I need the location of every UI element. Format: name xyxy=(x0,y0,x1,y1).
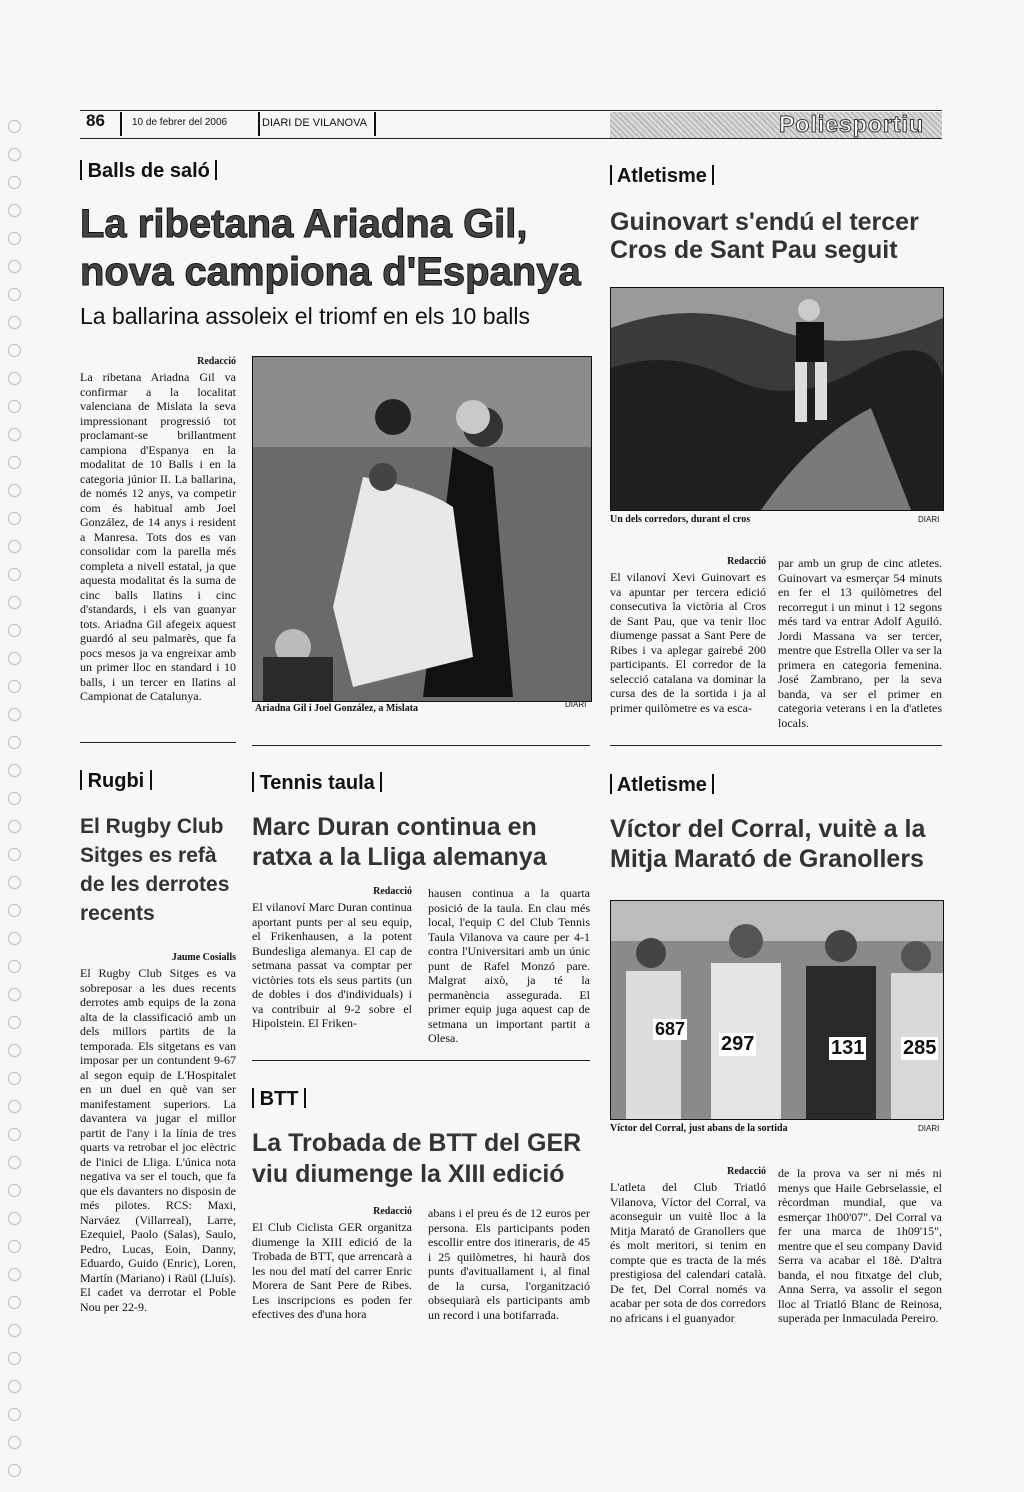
binder-hole xyxy=(8,512,21,525)
byline: Redacció xyxy=(727,556,766,567)
section-label xyxy=(610,774,714,797)
cross-race-photo-image xyxy=(611,288,943,510)
byline: Jaume Cosialls xyxy=(171,952,236,963)
section-bar xyxy=(712,774,714,794)
headline-line: viu diumenge la XIII edició xyxy=(252,1160,565,1188)
binder-hole xyxy=(8,848,21,861)
article-body-col1: L'atleta del Club Triatló Vilanova, Víctor del Corral, va aconseguir un vuitè lloc a la Mitja Marató de Granollers que és molt meritori, si tenim en compte que es tracta de la més prestigiosa del calendari català. De fet, Del Corral només va acabar per sota de dos corredors no africans i el guanyador xyxy=(610,1180,766,1325)
binder-hole xyxy=(8,708,21,721)
binder-hole xyxy=(8,1436,21,1449)
column-rule xyxy=(610,745,942,746)
runners-photo xyxy=(610,900,944,1120)
section-bar xyxy=(610,165,612,185)
column-rule xyxy=(80,742,236,743)
section-bar xyxy=(252,1088,254,1108)
binder-hole xyxy=(8,120,21,133)
header-divider xyxy=(258,112,260,136)
header-divider xyxy=(374,112,376,136)
binder-hole xyxy=(8,960,21,973)
binder-hole xyxy=(8,1100,21,1113)
headline xyxy=(252,812,597,872)
headline-line: Mitja Marató de Granollers xyxy=(610,845,924,873)
section-label xyxy=(80,160,217,183)
headline-line: de les derrotes xyxy=(80,873,230,896)
section-label xyxy=(252,772,382,795)
section-label-text: BTT xyxy=(259,1088,299,1110)
byline: Redacció xyxy=(727,1166,766,1177)
binder-hole xyxy=(8,680,21,693)
header-divider xyxy=(120,112,122,136)
section-bar xyxy=(252,772,254,792)
binder-hole xyxy=(8,652,21,665)
binder-hole xyxy=(8,232,21,245)
binder-hole xyxy=(8,484,21,497)
headline-line: El Rugby Club xyxy=(80,815,224,838)
binder-hole xyxy=(8,148,21,161)
article-body-col2: hausen continua a la quarta posició de la taula. En clau més local, l'equip C del Club Tennis Taula Vilanova va caure per 4-1 contra l'Universitari amb un únic punt de Rafel Monzó pare. Malgrat això, ja té la permanència assegurada. El primer equip juga aquest cap de setmana un important partit a Olesa. xyxy=(428,886,590,1045)
article-body-col2: de la prova va ser ni més ni menys que Haile Gebrselassie, el rècordman mundial, que va esmerçar 1h00'07". Del Corral va fer una marca de 1h09'15", mentre que el seu company David Serra va acabar el 18è. D'altra banda, el nou fitxatge del club, Anna Serra, va assolir el segon lloc al Triatló Blanc de Reinosa, superada per Inmaculada Pereiro. xyxy=(778,1166,942,1325)
section-label-text: Atletisme xyxy=(616,774,707,796)
binder-hole xyxy=(8,344,21,357)
section-label-text: Atletisme xyxy=(616,165,707,187)
race-bib: 687 xyxy=(655,1019,686,1039)
column-rule xyxy=(252,1060,590,1061)
photo-caption: Víctor del Corral, just abans de la sortida xyxy=(610,1123,788,1134)
binder-hole xyxy=(8,624,21,637)
binder-hole xyxy=(8,736,21,749)
section-bar xyxy=(150,770,152,790)
section-label xyxy=(80,770,152,793)
section-bar xyxy=(304,1088,306,1108)
article-body: La ribetana Ariadna Gil va confirmar a la localitat valenciana de Mislata la seva impressionant progressió tot proclamant-se brillantment campiona d'Espanya en la modalitat de 10 Balls i en la categoria júnior II. La ballarina, de només 12 anys, va competir com és habitual amb Joel González, de 14 anys i resident a Manresa. Tots dos es van consolidar com la parella més completa a nivell estatal, ja que aquesta modalitat és la suma de cinc balls llatins i cinc d'standards, i els van guanyar tots. Ariadna Gil afegeix aquest guardó al seu palmarès, que fa pocs mesos ja va engreixar amb un primer lloc en standard i 10 balls, i un tercer en llatins al Campionat de Catalunya. xyxy=(80,370,236,703)
section-label-text: Tennis taula xyxy=(259,772,375,794)
binder-hole xyxy=(8,428,21,441)
section-label xyxy=(252,1088,306,1111)
headline-line: Marc Duran continua en xyxy=(252,813,537,841)
photo-credit: DIARI xyxy=(918,515,940,524)
race-bib: 131 xyxy=(831,1037,865,1059)
binder-hole xyxy=(8,1184,21,1197)
issue-date: 10 de febrer del 2006 xyxy=(132,117,228,128)
binder-hole xyxy=(8,1016,21,1029)
headline-line: Sitges es refà xyxy=(80,844,217,867)
newspaper-name: DIARI DE VILANOVA xyxy=(262,117,367,129)
section-bar xyxy=(80,770,82,790)
article-body-col1: El Club Ciclista GER organitza diumenge la XIII edició de la Trobada de BTT, que arrencarà a les nou del matí del carrer Enric Morera de Sant Pere de Ribes. Les inscripcions es poden fer efectives des d'una hora xyxy=(252,1220,412,1321)
column-rule xyxy=(252,745,590,746)
binder-hole xyxy=(8,764,21,777)
headline xyxy=(610,208,945,264)
section-label xyxy=(610,165,714,188)
binder-hole xyxy=(8,1128,21,1141)
binder-hole xyxy=(8,400,21,413)
binder-holes xyxy=(8,120,28,1492)
article-body: El Rugby Club Sitges es va sobreposar a les dues recents derrotes amb equips de la zona alta de la classificació amb un dels millors partits de la temporada. Els sitgetans es van imposar per un contundent 9-67 al segon equip de L'Hospitalet en un duel en què van ser manifestament superiors. La davantera va jugar el millor partit de l'any i la línia de tres quarts va retrobar el joc elèctric de l'inici de Lliga. L'única nota negativa va ser el touch, que fa que els davanters no disposin de més pilotes. RCS: Maxi, Narváez (Villarreal), Larre, Ezequiel, Paolo (Salas), Saulo, Pedro, Lucas, Eoin, Danny, Eduardo, Guido (Enric), Loren, Martín (Mariano) i Raül (Lluís). El cadet va derrotar el Poble Nou per 22-9. xyxy=(80,966,236,1314)
binder-hole xyxy=(8,288,21,301)
section-bar xyxy=(610,774,612,794)
section-brand-banner xyxy=(610,112,942,138)
binder-hole xyxy=(8,1212,21,1225)
binder-hole xyxy=(8,568,21,581)
binder-hole xyxy=(8,1156,21,1169)
section-label-text: Balls de saló xyxy=(87,160,210,182)
binder-hole xyxy=(8,1324,21,1337)
headline-line: Cros de Sant Pau seguit xyxy=(610,236,898,264)
binder-hole xyxy=(8,792,21,805)
binder-hole xyxy=(8,1408,21,1421)
byline: Redacció xyxy=(197,356,236,367)
runners-photo-image xyxy=(611,901,943,1119)
binder-hole xyxy=(8,1380,21,1393)
subtitle: La ballarina assoleix el triomf en els 10 balls xyxy=(80,303,531,329)
binder-hole xyxy=(8,820,21,833)
section-bar xyxy=(80,160,82,180)
binder-hole xyxy=(8,1044,21,1057)
headline-line: recents xyxy=(80,902,155,925)
binder-hole xyxy=(8,1268,21,1281)
binder-hole xyxy=(8,876,21,889)
headline xyxy=(80,200,600,296)
binder-hole xyxy=(8,1352,21,1365)
section-label-text: Rugbi xyxy=(87,770,145,792)
article-body-col1: El vilanoví Xevi Guinovart es va apuntar per tercera edició consecutiva la victòria al Cros de Sant Pau, que va tenir lloc diumenge passat a Sant Pere de Ribes i va aplegar gairebé 200 participants. El corredor de la selecció catalana va dominar la cursa des de la sortida i ja al primer quilòmetre es va esca- xyxy=(610,570,766,715)
headline xyxy=(610,814,950,874)
byline: Redacció xyxy=(373,886,412,897)
header-bottom-rule xyxy=(80,138,942,139)
binder-hole xyxy=(8,316,21,329)
binder-hole xyxy=(8,596,21,609)
section-bar xyxy=(215,160,217,180)
article-body-col2: par amb un grup de cinc atletes. Guinovart va esmerçar 54 minuts en fer el 13 quilòmetres del recorregut i un minut i 12 segons més tard va entrar Adolf Aguiló. Jordi Massana va ser tercer, mentre que Estrella Oller va ser la primera en categoria femenina. José Zambrano, per la seva banda, va ser el primer en categoria veterans i en la d'atletes locals. xyxy=(778,556,942,730)
article-body-col1: El vilanoví Marc Duran continua aportant punts per al seu equip, el Frikenhausen, a la potent Bundesliga alemanya. El cap de setmana passat va comptar per victòries tots els seus partits (un de dobles i dos d'individuals) i va contribuir al 9-2 sobre el Hipolstein. El Friken- xyxy=(252,900,412,1030)
binder-hole xyxy=(8,204,21,217)
dance-photo xyxy=(252,356,592,702)
section-bar xyxy=(712,165,714,185)
photo-caption: Un dels corredors, durant el cros xyxy=(610,514,751,525)
article-body-col2: abans i el preu és de 12 euros per persona. Els participants poden escollir entre dos itineraris, de 45 i 25 quilòmetres, hi haurà dos punts d'avituallament i, al final de la cursa, l'organització obsequiarà els participants amb un record i una botifarrada. xyxy=(428,1206,590,1322)
headline-line: La ribetana Ariadna Gil, xyxy=(80,202,528,246)
dance-photo-image xyxy=(253,357,591,701)
binder-hole xyxy=(8,904,21,917)
page-number: 86 xyxy=(86,111,105,130)
cross-race-photo xyxy=(610,287,944,511)
photo-credit: DIARI xyxy=(565,700,587,709)
binder-hole xyxy=(8,176,21,189)
photo-credit: DIARI xyxy=(918,1124,940,1133)
headline xyxy=(80,812,240,928)
binder-hole xyxy=(8,1296,21,1309)
race-bib: 285 xyxy=(903,1037,937,1059)
binder-hole xyxy=(8,260,21,273)
headline-line: Guinovart s'endú el tercer xyxy=(610,208,919,236)
headline-line: La Trobada de BTT del GER xyxy=(252,1129,582,1157)
binder-hole xyxy=(8,1240,21,1253)
binder-hole xyxy=(8,540,21,553)
section-bar xyxy=(380,772,382,792)
byline: Redacció xyxy=(373,1206,412,1217)
binder-hole xyxy=(8,372,21,385)
headline-line: nova campiona d'Espanya xyxy=(80,250,581,294)
headline-line: ratxa a la Lliga alemanya xyxy=(252,843,547,871)
headline xyxy=(252,1128,597,1190)
headline-line: Víctor del Corral, vuitè a la xyxy=(610,815,926,843)
binder-hole xyxy=(8,456,21,469)
section-brand: Poliesportiu xyxy=(779,111,924,137)
binder-hole xyxy=(8,1464,21,1477)
binder-hole xyxy=(8,1072,21,1085)
race-bib: 297 xyxy=(721,1033,755,1055)
binder-hole xyxy=(8,932,21,945)
photo-caption: Ariadna Gil i Joel González, a Mislata xyxy=(255,703,419,714)
binder-hole xyxy=(8,988,21,1001)
